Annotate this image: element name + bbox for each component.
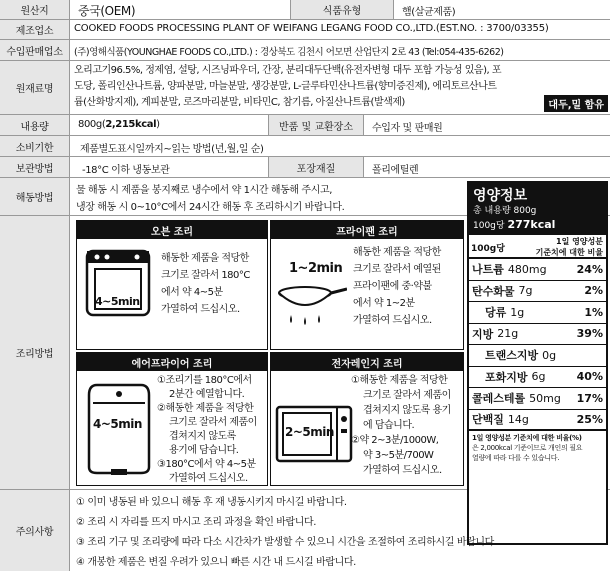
nutrient-amount: 14g (507, 412, 529, 426)
return-label: 반품 및 교환장소 (268, 115, 364, 135)
microwave-line: 가열하여 드십시오. (363, 465, 442, 476)
oven-line: 해동한 제품을 적당한 (161, 253, 249, 264)
return-value: 수입자 및 판매원 (372, 123, 443, 134)
frying-pan-icon (275, 283, 347, 333)
air-fryer-title: 에어프라이어 조리 (77, 353, 267, 371)
nutrition-col-left: 100g당 (471, 244, 505, 254)
nutrition-per (473, 218, 602, 233)
content-value (78, 119, 160, 130)
importer-value: (주)영해식품(YOUNGHAE FOODS CO.,LTD.) : 경상북도 김천시 어모면 산업단지 2로 43 (Tel:054-435-6262) (74, 47, 504, 58)
nutrition-header (469, 183, 606, 235)
nutrition-per-prefix: 100g당 (473, 221, 508, 231)
nutrient-name: 콜레스테롤 (472, 392, 526, 406)
nutrition-col-right2: 기준치에 대한 비율 (535, 248, 603, 257)
nutrition-foot-line: 열량에 따라 다를 수 있습니다. (472, 454, 560, 462)
air-fryer-line: ②해동한 제품을 적당한 (157, 403, 254, 414)
manufacturer-label: 제조업소 (0, 20, 70, 39)
food-type-value: 햄(살균제품) (402, 7, 456, 18)
caution-item: ① 이미 냉동된 바 있으니 해동 후 재 냉동시키지 마시길 바랍니다. (76, 497, 347, 508)
microwave-line: ②약 2~3분/1000W, (351, 435, 439, 446)
nutrition-footnote (469, 431, 606, 465)
storage-value: -18°C 이하 냉동보관 (82, 165, 170, 176)
importer-label: 수입판매업소 (0, 40, 70, 60)
nutrient-amount: 21g (497, 327, 519, 341)
pan-time: 1~2min (289, 261, 343, 276)
nutrient-name: 트랜스지방 (485, 349, 539, 363)
origin-label: 원산지 (0, 0, 70, 19)
food-type-label: 식품유형 (290, 0, 394, 19)
nutrition-row (469, 367, 606, 389)
nutrition-title: 영양정보 (473, 188, 528, 204)
nutrition-row (469, 281, 606, 303)
thaw-line: 냉장 해동 시 0~10°C에서 24시간 해동 후 조리하시기 바랍니다. (76, 202, 345, 213)
nutrition-col-right1: 1일 영양성분 (556, 237, 603, 246)
expiry-row (0, 136, 610, 157)
manufacturer-row (0, 20, 610, 40)
nutrient-percent: 2% (584, 284, 603, 298)
air-fryer-line: 용기에 담습니다. (169, 445, 239, 456)
air-fryer-line: ①조리기를 180°C에서 (157, 375, 252, 386)
pan-panel (270, 220, 464, 350)
nutrient-amount: 480mg (507, 262, 547, 276)
nutrient-name: 단백질 (472, 413, 504, 427)
oven-panel (76, 220, 268, 350)
nutrient-name: 지방 (472, 327, 494, 341)
nutrient-percent: 17% (576, 391, 603, 405)
oven-title: 오븐 조리 (77, 221, 267, 239)
origin-value: 중국(OEM) (78, 4, 136, 18)
microwave-panel (270, 352, 464, 486)
air-fryer-panel (76, 352, 268, 486)
caution-item: ④ 개봉한 제품은 변질 우려가 있으니 빠른 시간 내 드시길 바랍니다. (76, 557, 356, 568)
oven-line: 크기로 잘라서 180°C (161, 270, 250, 281)
air-fryer-line: 2분간 예열합니다. (169, 389, 245, 400)
microwave-time: 2~5min (285, 425, 334, 439)
nutrition-row (469, 388, 606, 410)
content-row (0, 115, 610, 136)
ingredients-line: 오리고기96.5%, 정제염, 설탕, 시즈닝파우더, 간장, 분리대두단백(유전자변형 대두 포함 가능성 있음), 포 (74, 65, 502, 76)
nutrient-percent: 39% (576, 327, 603, 341)
thaw-label: 해동방법 (0, 178, 70, 215)
nutrient-amount: 1g (510, 305, 525, 319)
nutrition-per-kcal: 277kcal (507, 218, 556, 231)
ingredients-line: 륨(산화방지제), 계피분말, 로즈마리분말, 비타민C, 참기름, 아질산나트륨(발색제) (74, 97, 405, 108)
oven-time: 4~5min (95, 295, 140, 308)
nutrition-rows (469, 259, 606, 431)
ingredients-text (74, 63, 606, 111)
storage-label: 보관방법 (0, 157, 70, 177)
ingredients-label: 원재료명 (0, 61, 70, 114)
nutrition-row (469, 410, 606, 432)
pan-line: 해동한 제품을 적당한 (353, 247, 441, 258)
cooking-label: 조리방법 (0, 216, 70, 489)
pan-line: 에서 약 1~2분 (353, 298, 415, 309)
nutrient-amount: 50mg (529, 391, 561, 405)
microwave-line: 크기로 잘라서 제품이 (363, 390, 451, 401)
air-fryer-line: 크기로 잘라서 제품이 (169, 417, 257, 428)
microwave-line: 약 3~5분/700W (363, 450, 434, 461)
pan-line: 크기로 잘라서 예열된 (353, 264, 441, 275)
origin-row (0, 0, 610, 20)
nutrition-foot-line: 은 2,000kcal 기준이므로 개인의 필요 (472, 444, 583, 452)
nutrition-column-header (469, 235, 606, 259)
packaging-label: 포장재질 (268, 157, 364, 177)
nutrient-amount: 6g (531, 370, 546, 384)
oven-line: 에서 약 4~5분 (161, 287, 223, 298)
air-fryer-time: 4~5min (93, 417, 142, 431)
microwave-line: ①해동한 제품을 적당한 (351, 375, 448, 386)
microwave-line: 에 담습니다. (363, 420, 415, 431)
content-kcal: 2,215kcal (105, 119, 157, 130)
pan-line: 프라이팬에 중·약불 (353, 281, 432, 292)
nutrition-row (469, 324, 606, 346)
ingredients-line: 도당, 폴리인산나트륨, 양파분말, 마늘분말, 생강분말, L-글루타민산나트륨(향미증진제), 에리토르산나트 (74, 81, 497, 92)
nutrition-foot-line: 1일 영양성분 기준치에 대한 비율(%) (472, 434, 582, 442)
nutrition-row (469, 302, 606, 324)
content-weight: 800g( (78, 119, 106, 130)
expiry-label: 소비기한 (0, 136, 70, 156)
air-fryer-line: 겹쳐지지 않도록 (169, 431, 236, 442)
allergy-badge: 대두,밀 함유 (544, 95, 608, 112)
caution-item: ③ 조리 기구 및 조리량에 따라 다소 시간차가 발생할 수 있으니 시간을 조절하여 조리하시길 바랍니다. (76, 537, 497, 548)
packaging-value: 폴리에틸렌 (372, 165, 419, 176)
nutrient-name: 당류 (485, 306, 507, 320)
pan-title: 프라이팬 조리 (271, 221, 463, 239)
microwave-line: 겹쳐지지 않도록 용기 (363, 405, 451, 416)
pan-line: 가열하여 드십시오. (353, 315, 432, 326)
nutrient-percent: 24% (576, 262, 603, 276)
nutrient-percent: 1% (584, 305, 603, 319)
nutrition-row (469, 259, 606, 281)
storage-row (0, 157, 610, 178)
content-close: ) (156, 119, 160, 130)
nutrient-percent: 25% (576, 412, 603, 426)
air-fryer-line: 가열하여 드십시오. (169, 473, 248, 484)
nutrient-amount: 7g (518, 284, 533, 298)
content-label: 내용량 (0, 115, 70, 135)
importer-row (0, 40, 610, 61)
oven-line: 가열하여 드십시오. (161, 304, 240, 315)
nutrient-name: 나트륨 (472, 263, 504, 277)
nutrition-total: 총 내용량 800g (473, 206, 537, 216)
ingredients-row (0, 61, 610, 115)
caution-row (0, 490, 610, 571)
thaw-line: 물 해동 시 제품을 봉지째로 냉수에서 약 1시간 해동해 주시고, (76, 185, 332, 196)
nutrient-name: 탄수화물 (472, 284, 515, 298)
caution-item: ② 조리 시 자리를 뜨지 마시고 조리 과정을 확인 바랍니다. (76, 517, 317, 528)
air-fryer-line: ③180°C에서 약 4~5분 (157, 459, 256, 470)
microwave-title: 전자레인지 조리 (271, 353, 463, 371)
caution-label: 주의사항 (0, 490, 70, 571)
nutrient-percent: 40% (576, 370, 603, 384)
nutrient-name: 포화지방 (485, 370, 528, 384)
nutrition-row (469, 345, 606, 367)
expiry-value: 제품별도표시일까지~읽는 방법(년,월,일 순) (80, 144, 264, 155)
manufacturer-value: COOKED FOODS PROCESSING PLANT OF WEIFANG LEGANG FOOD CO.,LTD.(EST.NO. : 3700/03355) (74, 23, 549, 34)
nutrient-amount: 0g (542, 348, 557, 362)
